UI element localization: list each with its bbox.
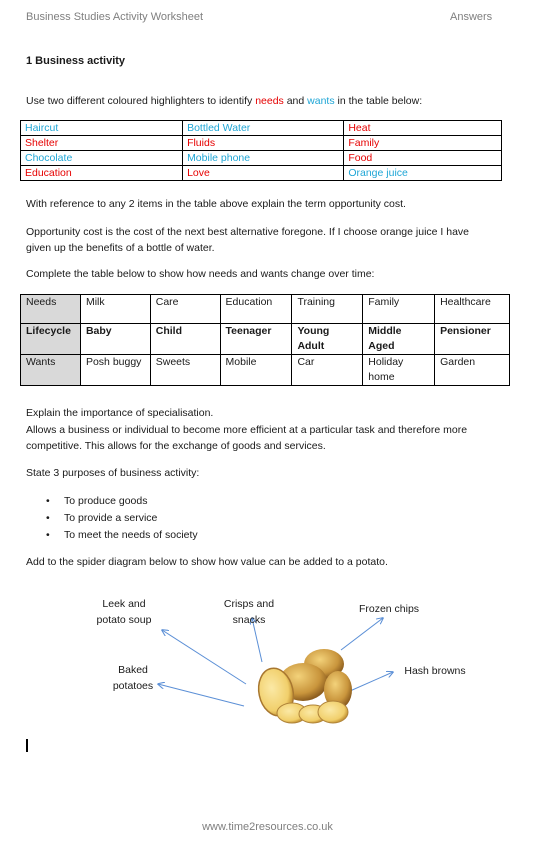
table-cell: Heat (344, 121, 502, 136)
table-cell: Garden (435, 355, 510, 386)
arrow-baked (158, 684, 244, 706)
table-cell: Middle Aged (363, 324, 435, 355)
opportunity-answer-line2: given up the benefits of a bottle of water. (26, 242, 215, 254)
footer-url: www.time2resources.co.uk (202, 821, 333, 833)
list-item: • To provide a service (46, 512, 158, 524)
spider-label-hash: Hash browns (404, 665, 466, 677)
table-row (21, 136, 502, 151)
table-row (21, 151, 502, 166)
row-header-wants: Wants (21, 355, 81, 386)
potato-image (254, 649, 352, 723)
table-row (21, 166, 502, 181)
table-cell: Haircut (21, 121, 183, 136)
spider-label-baked: Baked potatoes (112, 664, 154, 692)
list-item: • To produce goods (46, 495, 148, 507)
arrow-hash (350, 672, 393, 691)
section-title: 1 Business activity (26, 55, 126, 67)
row-header-lifecycle: Lifecycle (21, 324, 81, 355)
table-cell: Healthcare (435, 295, 510, 324)
arrow-frozen (341, 618, 383, 650)
answers-label: Answers (450, 11, 493, 23)
table-cell: Child (150, 324, 220, 355)
table-cell: Fluids (183, 136, 344, 151)
wants-row (21, 355, 510, 386)
table-cell: Car (292, 355, 363, 386)
table-cell: Mobile (220, 355, 292, 386)
table-cell: Chocolate (21, 151, 183, 166)
table-cell: Family (363, 295, 435, 324)
purposes-question: State 3 purposes of business activity: (26, 467, 200, 479)
table-cell: Baby (80, 324, 150, 355)
list-item: • To meet the needs of society (46, 529, 198, 541)
instruction-text: Use two different coloured highlighters to identify needs and wants in the table below: (26, 95, 423, 107)
table-cell: Holiday home (363, 355, 435, 386)
table-cell: Bottled Water (183, 121, 344, 136)
lifecycle-table (20, 294, 510, 386)
text-cursor (26, 739, 28, 752)
table-cell: Orange juice (344, 166, 502, 181)
needs-word: needs (255, 95, 284, 107)
spider-label-frozen: Frozen chips (358, 603, 420, 615)
document-title: Business Studies Activity Worksheet (26, 11, 204, 23)
specialisation-question: Explain the importance of specialisation. (26, 407, 214, 419)
table-cell: Education (21, 166, 183, 181)
purposes-list (44, 493, 198, 544)
table-cell: Food (344, 151, 502, 166)
table-cell: Posh buggy (80, 355, 150, 386)
needs-row (21, 295, 510, 324)
table-cell: Mobile phone (183, 151, 344, 166)
table-cell: Sweets (150, 355, 220, 386)
opportunity-question: With reference to any 2 items in the table above explain the term opportunity cost. (26, 198, 406, 210)
needs-wants-table (20, 120, 502, 181)
table-cell: Education (220, 295, 292, 324)
table-cell: Young Adult (292, 324, 363, 355)
spider-instruction: Add to the spider diagram below to show how value can be added to a potato. (26, 556, 388, 568)
spider-label-leek: Leek and potato soup (96, 598, 152, 626)
table-cell: Milk (80, 295, 150, 324)
lifecycle-row (21, 324, 510, 355)
opportunity-answer-line1: Opportunity cost is the cost of the next best alternative foregone. If I choose orange juice I have (26, 226, 470, 238)
table-cell: Training (292, 295, 363, 324)
specialisation-answer-line1: Allows a business or individual to become more efficient at a particular task and therefore more (26, 424, 468, 436)
specialisation-answer-line2: competitive. This allows for the exchange of goods and services. (26, 440, 326, 452)
table-cell: Pensioner (435, 324, 510, 355)
table-cell: Family (344, 136, 502, 151)
arrow-leek (162, 630, 246, 684)
table-row (21, 121, 502, 136)
spider-label-crisps: Crisps and snacks (223, 598, 275, 626)
table-cell: Love (183, 166, 344, 181)
wants-word: wants (307, 95, 335, 107)
table-cell: Teenager (220, 324, 292, 355)
row-header-needs: Needs (21, 295, 81, 324)
table-cell: Shelter (21, 136, 183, 151)
table-cell: Care (150, 295, 220, 324)
lifecycle-instruction: Complete the table below to show how needs and wants change over time: (26, 268, 375, 280)
